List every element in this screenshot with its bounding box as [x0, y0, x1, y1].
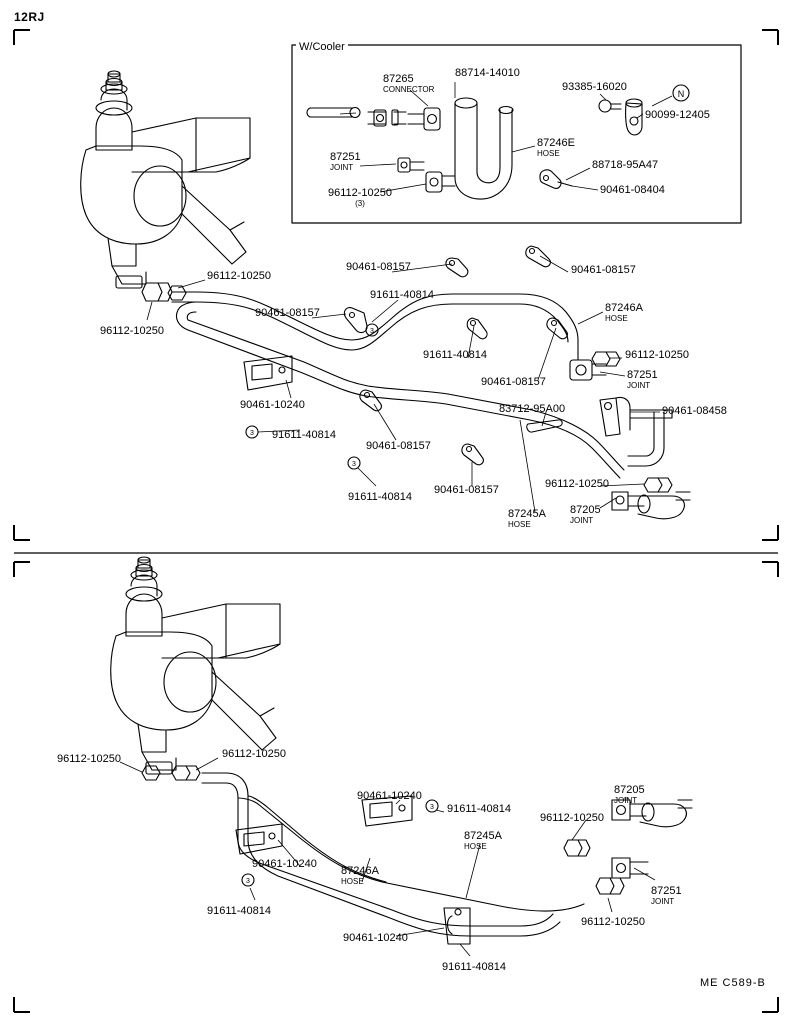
part-label: 91611-40814 [207, 905, 272, 917]
svg-text:3: 3 [250, 430, 254, 437]
part-label: 91611-40814 [272, 429, 337, 441]
part-label: 90461-08157 [571, 264, 636, 276]
part-label: 87246A HOSE [341, 865, 379, 886]
part-label: 87246A HOSE [605, 302, 643, 323]
part-label: 91611-40814 [442, 961, 507, 973]
svg-text:N: N [677, 89, 685, 99]
part-label: 90461-08404 [600, 184, 665, 196]
part-label: 91611-40814 [423, 349, 488, 361]
part-label: 87246E HOSE [537, 137, 575, 158]
part-label: 96112-10250 (3) [328, 187, 393, 208]
part-label: 91611-40814 [348, 491, 413, 503]
part-label: 90461-08157 [366, 440, 431, 452]
part-label: 96112-10250 [581, 916, 646, 928]
part-label: 88714-14010 [455, 67, 520, 79]
part-label: 87251 JOINT [651, 885, 682, 906]
part-label: 87205 JOINT [570, 504, 601, 525]
part-label: 88718-95A47 [592, 159, 659, 171]
part-label: 90461-10240 [252, 858, 317, 870]
part-label: 90461-08458 [662, 405, 727, 417]
part-label: 87251 JOINT [330, 151, 361, 172]
part-label: 96112-10250 [57, 753, 122, 765]
svg-text:3: 3 [430, 804, 434, 811]
svg-text:3: 3 [352, 461, 356, 468]
part-label: 96112-10250 [100, 325, 165, 337]
part-label: 87265 CONNECTOR [383, 73, 435, 94]
part-label: 90461-10240 [343, 932, 408, 944]
part-label: 91611-40814 [447, 803, 512, 815]
part-label: 90461-08157 [481, 376, 546, 388]
part-label: 91611-40814 [370, 289, 435, 301]
part-label: 96112-10250 [222, 748, 287, 760]
footer-code: ME C589-B [700, 977, 766, 989]
part-label: 90461-10240 [240, 399, 305, 411]
part-label: 87245A HOSE [464, 830, 502, 851]
part-label: 96112-10250 [625, 349, 690, 361]
part-label: 96112-10250 [207, 270, 272, 282]
part-label: 90099-12405 [645, 109, 710, 121]
part-label: 87251 JOINT [627, 369, 658, 390]
part-label: 90461-08157 [346, 261, 411, 273]
part-label: 90461-10240 [357, 790, 422, 802]
part-label: 83712-95A00 [499, 403, 566, 415]
page-title: 12RJ [14, 10, 45, 24]
svg-text:3: 3 [370, 328, 374, 335]
part-label: 87205 JOINT [614, 784, 645, 805]
inset-box-label: W/Cooler [296, 41, 348, 53]
part-label: 96112-10250 [540, 812, 605, 824]
part-label: 90461-08157 [255, 307, 320, 319]
part-label: 87245A HOSE [508, 508, 546, 529]
part-label: 93385-16020 [562, 81, 627, 93]
part-label: 90461-08157 [434, 484, 499, 496]
svg-text:3: 3 [246, 878, 250, 885]
part-label: 96112-10250 [545, 478, 610, 490]
